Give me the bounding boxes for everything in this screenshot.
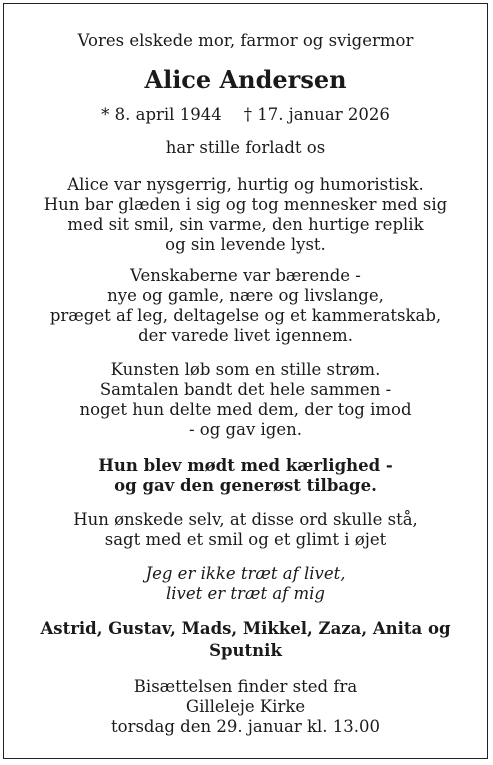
- quote: [3, 564, 488, 604]
- paragraph-wish: [3, 510, 488, 550]
- funeral-datetime: torsdag den 29. januar kl. 13.00: [111, 717, 380, 736]
- intro-line: Vores elskede mor, farmor og svigermor: [77, 31, 414, 50]
- paragraph-art: [3, 360, 488, 440]
- paragraph-line: med sit smil, sin varme, den hurtige replik: [67, 215, 424, 234]
- paragraph-personality: [3, 175, 488, 255]
- deceased-name: Alice Andersen: [144, 65, 347, 94]
- mourners-line: Astrid, Gustav, Mads, Mikkel, Zaza, Anita og: [40, 619, 451, 638]
- paragraph-line: Samtalen bandt det hele sammen -: [99, 380, 392, 399]
- paragraph-line: Hun ønskede selv, at disse ord skulle stå,: [73, 510, 418, 529]
- paragraph-love: [3, 456, 488, 496]
- funeral-info: [3, 677, 488, 737]
- paragraph-line: Hun blev mødt med kærlighed -: [98, 456, 393, 475]
- paragraph-line: nye og gamle, nære og livslange,: [107, 286, 384, 305]
- paragraph-line: Alice var nysgerrig, hurtig og humoristisk.: [67, 175, 424, 194]
- paragraph-friendships: [3, 266, 488, 346]
- death-date: † 17. januar 2026: [243, 105, 390, 124]
- paragraph-line: - og gav igen.: [188, 420, 302, 439]
- paragraph-line: sagt med et smil og et glimt i øjet: [104, 530, 387, 549]
- paragraph-line: og gav den generøst tilbage.: [114, 476, 377, 495]
- quote-line: livet er træt af mig: [166, 584, 325, 603]
- passed-away-line: har stille forladt os: [165, 138, 326, 157]
- mourners-line: Sputnik: [209, 641, 282, 660]
- birth-date: * 8. april 1944: [101, 105, 222, 124]
- mourners: [3, 618, 488, 662]
- paragraph-line: Hun bar glæden i sig og tog mennesker med sig: [43, 195, 448, 214]
- funeral-church: Gilleleje Kirke: [185, 697, 306, 716]
- paragraph-line: præget af leg, deltagelse og et kammeratskab,: [49, 306, 442, 325]
- paragraph-line: og sin levende lyst.: [165, 235, 326, 254]
- life-dates: [3, 104, 488, 126]
- funeral-line: Bisættelsen finder sted fra: [133, 677, 358, 696]
- paragraph-line: Venskaberne var bærende -: [130, 266, 361, 285]
- paragraph-line: Kunsten løb som en stille strøm.: [110, 360, 381, 379]
- paragraph-line: der varede livet igennem.: [138, 326, 353, 345]
- quote-line: Jeg er ikke træt af livet,: [145, 564, 346, 583]
- paragraph-line: noget hun delte med dem, der tog imod: [79, 400, 412, 419]
